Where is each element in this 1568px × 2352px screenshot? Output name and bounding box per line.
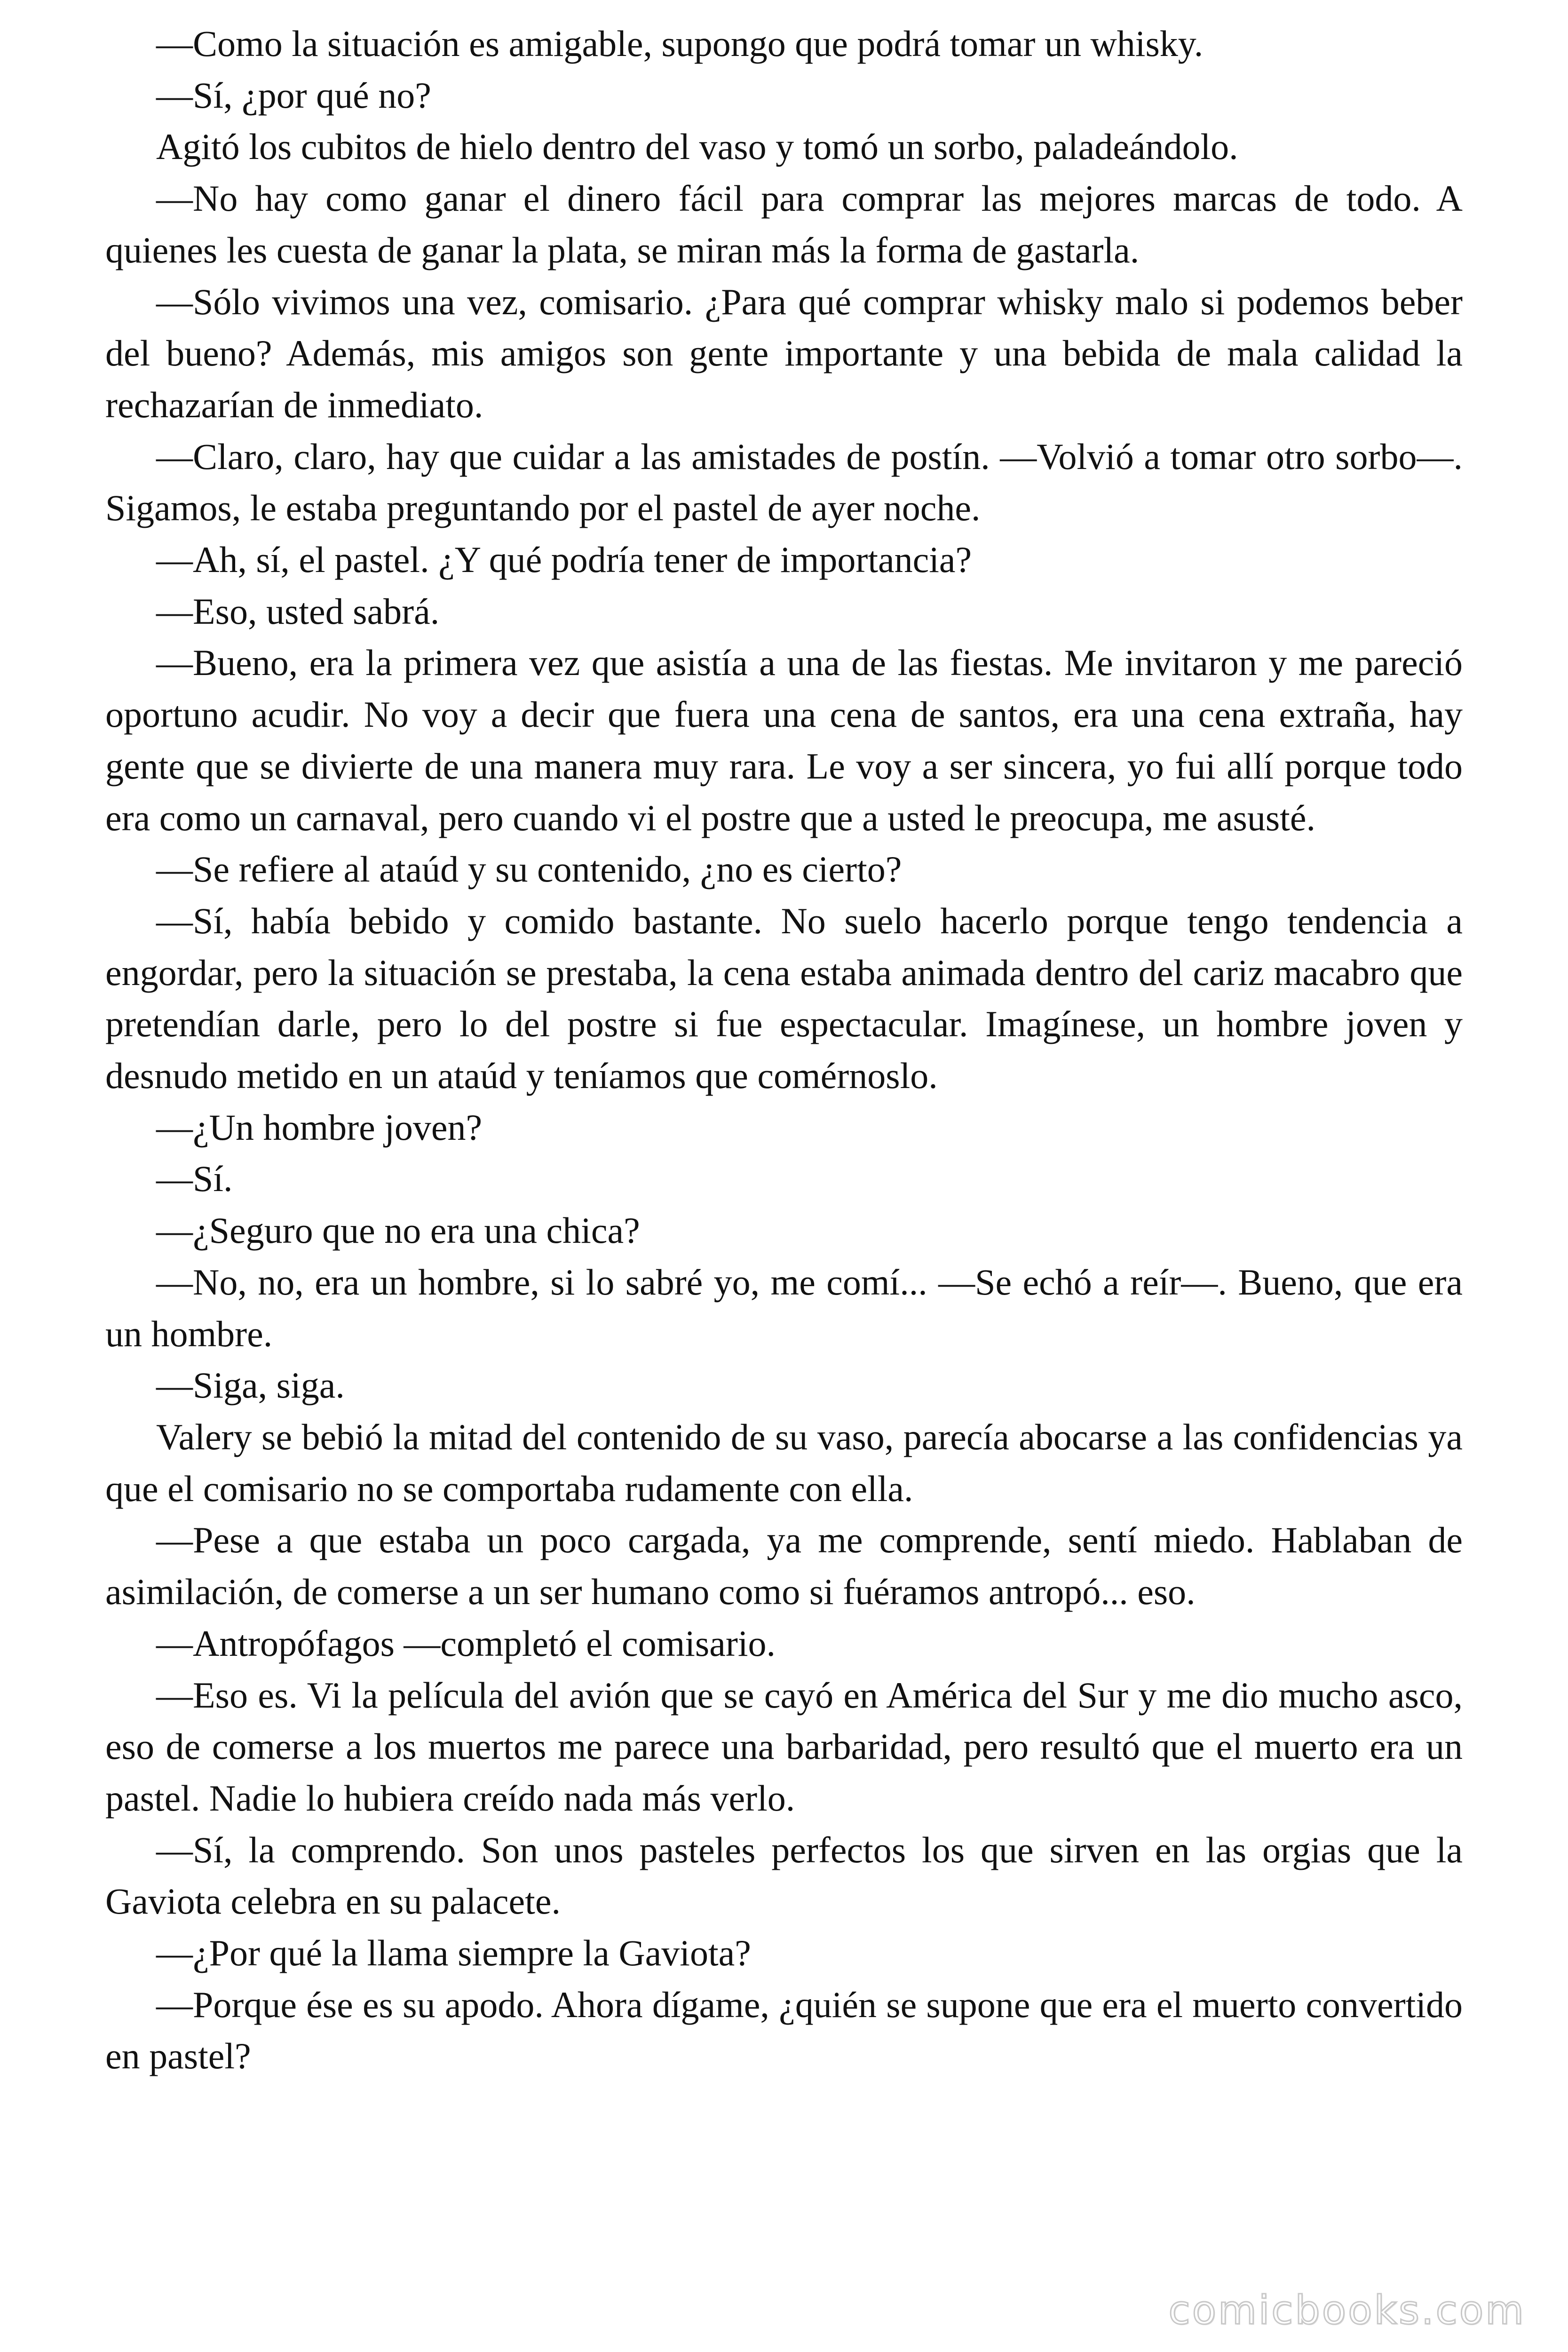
- paragraph: —Eso, usted sabrá.: [156, 590, 440, 632]
- paragraph: —No hay como ganar el dinero fácil para comprar las mejores marcas de todo. A quienes les cuesta de ganar la plata, se miran más la forma de gastarla.: [105, 178, 1463, 270]
- paragraph: —¿Seguro que no era una chica?: [156, 1210, 640, 1251]
- paragraph: —Bueno, era la primera vez que asistía a una de las fiestas. Me invitaron y me pareció oportuno acudir. No voy a decir que fuera una cena de santos, era una cena extraña, hay gente que se divierte de una manera muy rara. Le voy a ser sincera, yo fui allí porque todo era como un carnaval, pero cuando vi el postre que a usted le preocupa, me asusté.: [105, 642, 1463, 838]
- paragraph: Valery se bebió la mitad del contenido de su vaso, parecía abocarse a las confidencias ya que el comisario no se comportaba rudamente con ella.: [105, 1416, 1463, 1509]
- paragraph: —No, no, era un hombre, si lo sabré yo, me comí... —Se echó a reír—. Bueno, que era un hombre.: [105, 1261, 1463, 1354]
- paragraph: —Eso es. Vi la película del avión que se cayó en América del Sur y me dio mucho asco, eso de comerse a los muertos me parece una barbaridad, pero resultó que el muerto era un pastel. Nadie lo hubiera creído nada más verlo.: [105, 1674, 1463, 1819]
- paragraph: —Sí, la comprendo. Son unos pasteles perfectos los que sirven en las orgias que la Gaviota celebra en su palacete.: [105, 1829, 1463, 1922]
- paragraph: —Sí, ¿por qué no?: [156, 74, 431, 116]
- paragraph: —Se refiere al ataúd y su contenido, ¿no es cierto?: [156, 849, 902, 890]
- paragraph: —Como la situación es amigable, supongo que podrá tomar un whisky.: [156, 23, 1204, 64]
- paragraph: —Pese a que estaba un poco cargada, ya me comprende, sentí miedo. Hablaban de asimilación, de comerse a un ser humano como si fuéramos antropó... eso.: [105, 1519, 1463, 1613]
- paragraph: —Porque ése es su apodo. Ahora dígame, ¿quién se supone que era el muerto convertido en pastel?: [105, 1984, 1463, 2077]
- paragraph: —Sólo vivimos una vez, comisario. ¿Para qué comprar whisky malo si podemos beber del bueno? Además, mis amigos son gente importante y una bebida de mala calidad la rechazarían de inmediato.: [105, 281, 1463, 425]
- paragraph: —¿Por qué la llama siempre la Gaviota?: [156, 1932, 751, 1974]
- paragraph: —Claro, claro, hay que cuidar a las amistades de postín. —Volvió a tomar otro sorbo—. Sigamos, le estaba preguntando por el pastel de ayer noche.: [105, 436, 1463, 529]
- paragraph: —¿Un hombre joven?: [156, 1106, 483, 1148]
- watermark: comicbooks.com: [1168, 2287, 1526, 2333]
- paragraph: —Ah, sí, el pastel. ¿Y qué podría tener de importancia?: [156, 539, 972, 580]
- body-text: [105, 18, 1463, 2082]
- paragraph: —Sí.: [156, 1158, 233, 1200]
- paragraph: —Sí, había bebido y comido bastante. No suelo hacerlo porque tengo tendencia a engordar, pero la situación se prestaba, la cena estaba animada dentro del cariz macabro que pretendían darle, pero lo del postre si fue espectacular. Imagínese, un hombre joven y desnudo metido en un ataúd y teníamos que comérnoslo.: [105, 900, 1463, 1097]
- paragraph: —Antropófagos —completó el comisario.: [156, 1622, 776, 1664]
- paragraph: Agitó los cubitos de hielo dentro del vaso y tomó un sorbo, paladeándolo.: [156, 126, 1238, 167]
- paragraph: —Siga, siga.: [156, 1365, 345, 1406]
